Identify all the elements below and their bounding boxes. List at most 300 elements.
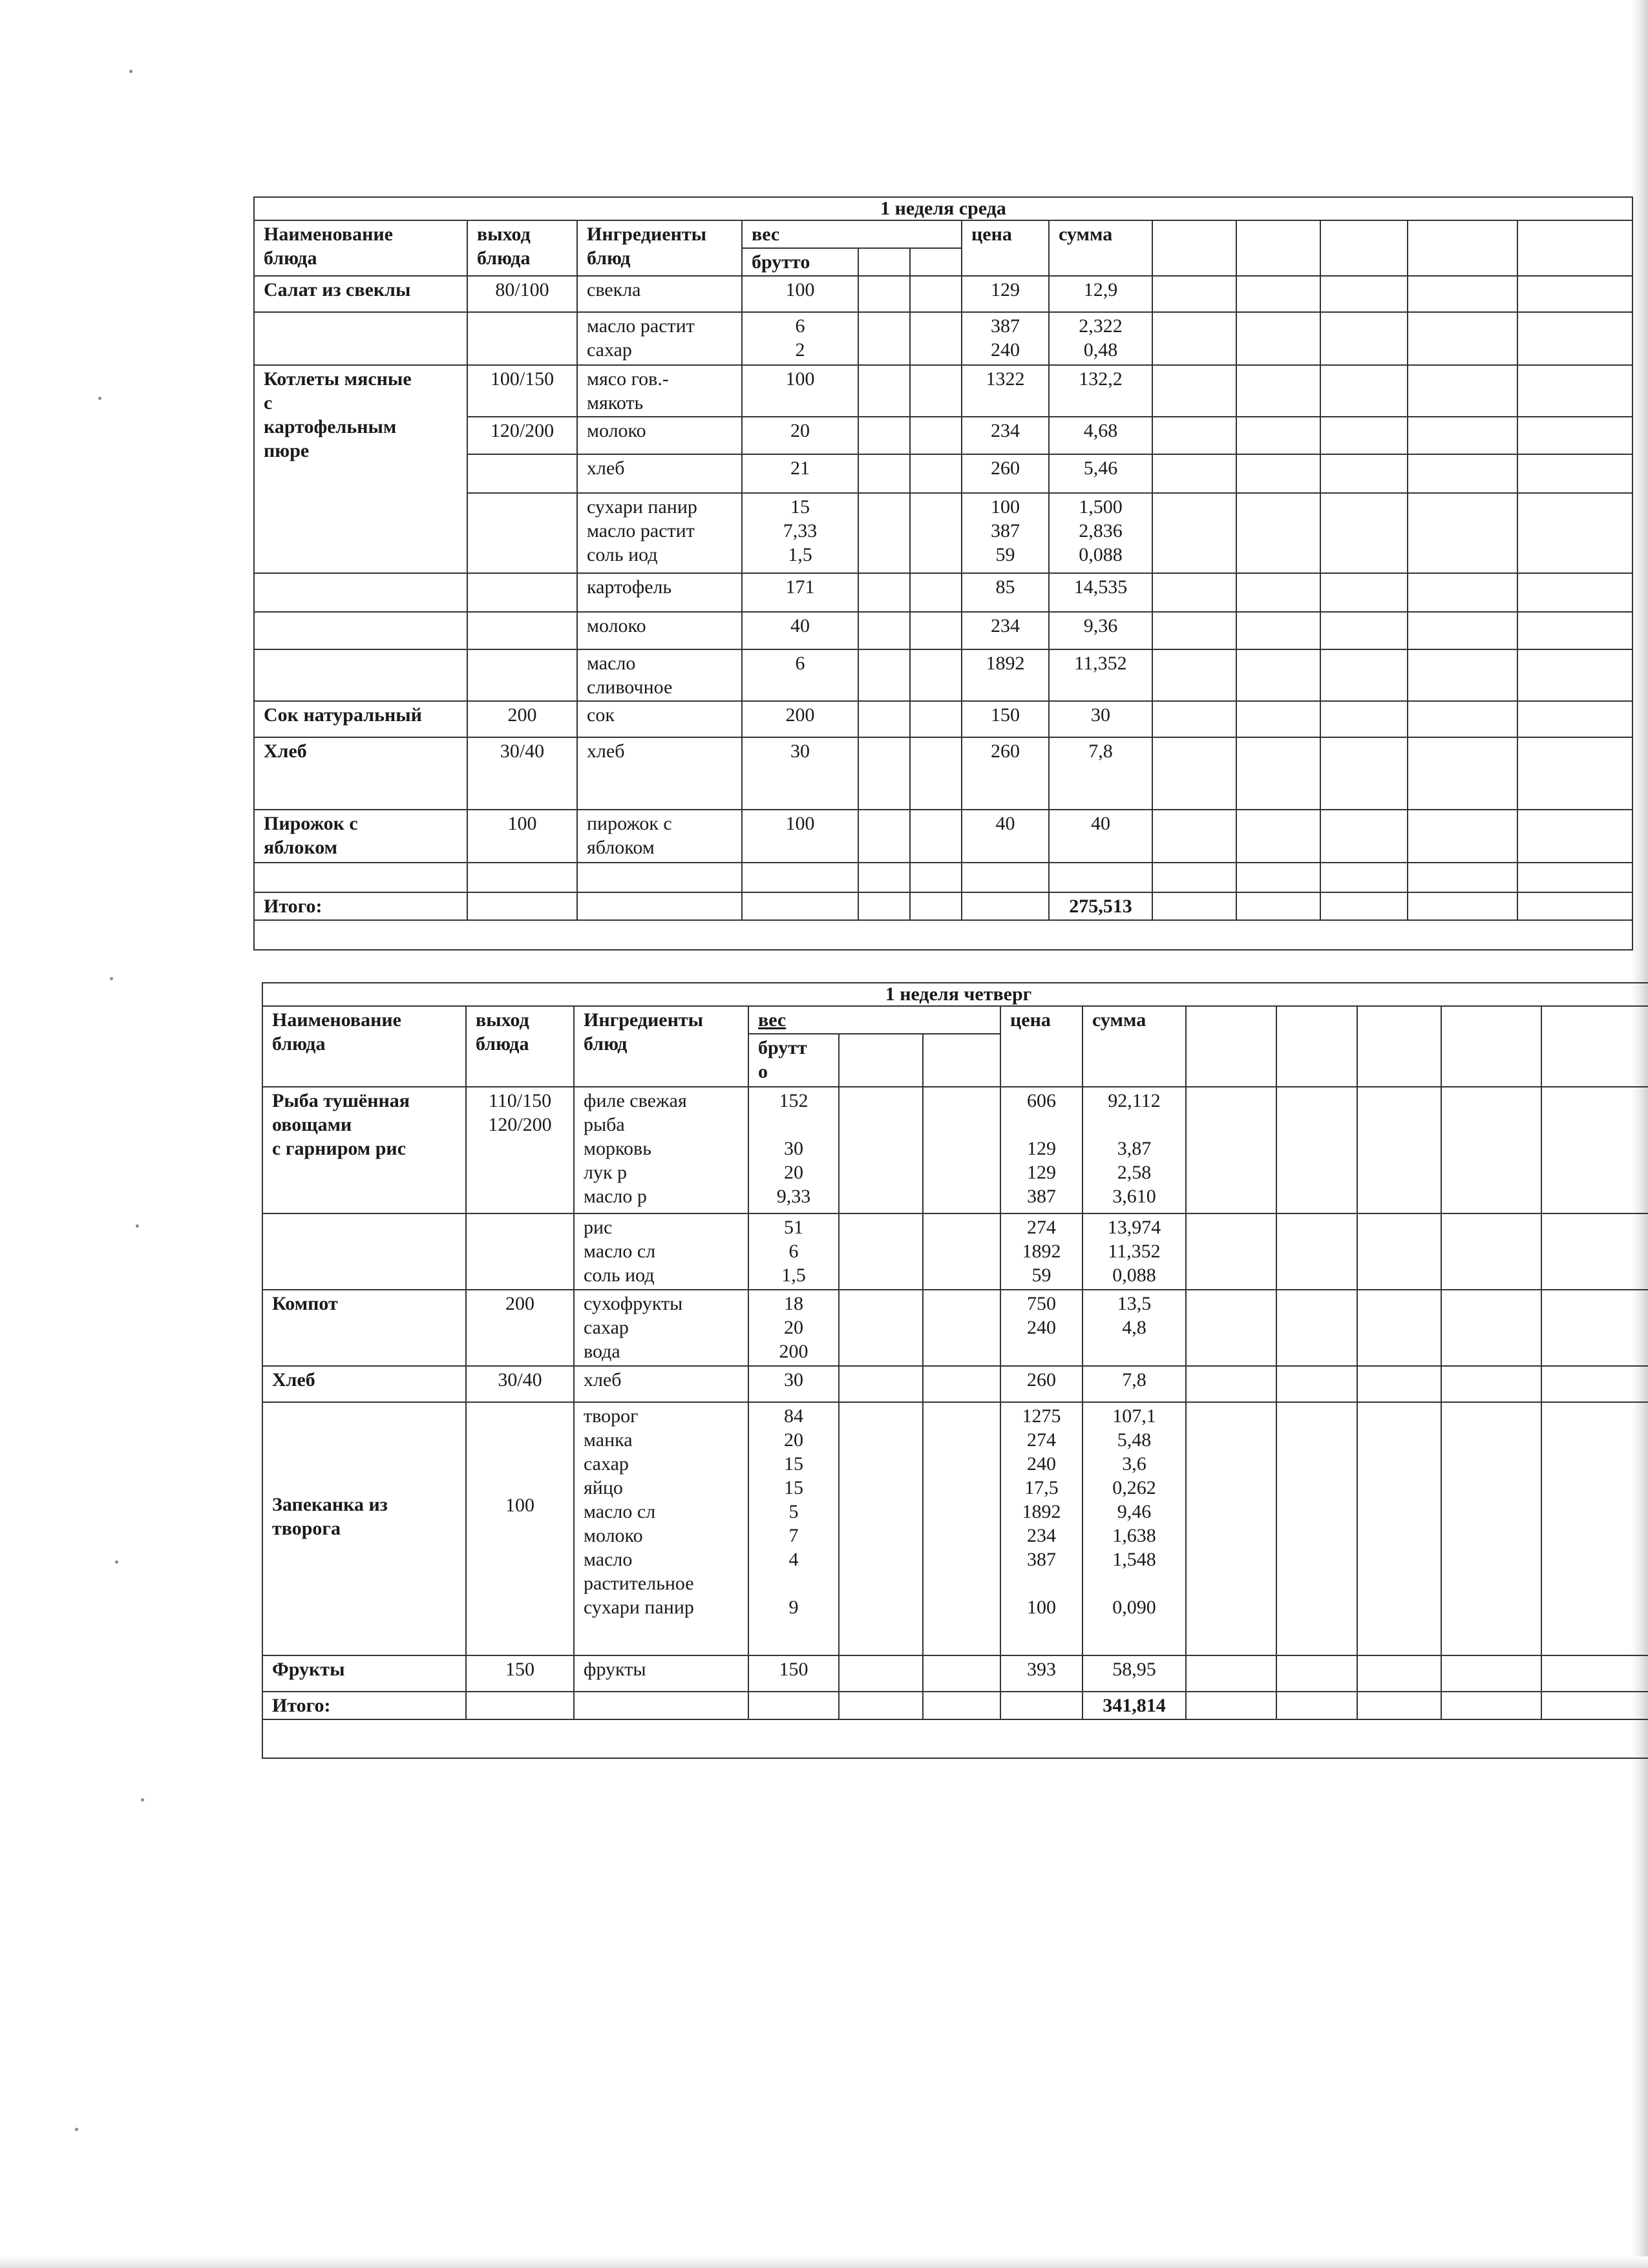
ingredient-sum: 13,974 11,352 0,088 xyxy=(1083,1213,1186,1290)
empty-cell xyxy=(1236,312,1320,365)
empty-cell xyxy=(910,810,962,863)
ingredient-price: 260 xyxy=(962,454,1049,493)
empty-cell xyxy=(923,1402,1000,1655)
empty-cell xyxy=(1186,1006,1276,1087)
empty-cell xyxy=(1152,863,1236,892)
table-row xyxy=(254,863,1632,892)
table-row xyxy=(262,1402,1648,1655)
ingredient-name: творог манка сахар яйцо масло сл молоко масло растительное сухари панир xyxy=(574,1402,748,1655)
empty-cell xyxy=(1276,1402,1357,1655)
header-gross: брутто xyxy=(742,248,858,276)
dish-yield xyxy=(467,612,577,649)
ingredient-name: масло растит сахар xyxy=(577,312,742,365)
dish-yield xyxy=(467,312,577,365)
empty-cell xyxy=(858,493,910,573)
empty-cell xyxy=(1236,220,1320,276)
ingredient-price: 40 xyxy=(962,810,1049,863)
empty-cell xyxy=(839,1366,923,1402)
dish-yield xyxy=(467,649,577,701)
table-row xyxy=(262,1087,1648,1213)
ingredient-name: рис масло сл соль иод xyxy=(574,1213,748,1290)
empty-cell xyxy=(1517,365,1632,417)
empty-cell xyxy=(1441,1006,1541,1087)
ingredient-name: молоко xyxy=(577,612,742,649)
dish-yield: 80/100 xyxy=(467,276,577,312)
empty-cell xyxy=(1236,649,1320,701)
empty-cell xyxy=(1186,1366,1276,1402)
empty-cell xyxy=(1517,312,1632,365)
empty-cell xyxy=(923,1655,1000,1692)
empty-cell xyxy=(1236,892,1320,920)
empty-cell xyxy=(923,1366,1000,1402)
empty-cell xyxy=(1517,863,1632,892)
ingredient-price: 150 xyxy=(962,701,1049,737)
empty-cell xyxy=(858,573,910,612)
table-row xyxy=(262,1290,1648,1366)
empty-cell xyxy=(910,312,962,365)
dish-name: Сок натуральный xyxy=(254,701,467,737)
empty-cell xyxy=(910,454,962,493)
ingredient-weight: 6 2 xyxy=(742,312,858,365)
ingredient-sum: 9,36 xyxy=(1049,612,1152,649)
ingredient-weight: 18 20 200 xyxy=(748,1290,839,1366)
ingredient-price: 1322 xyxy=(962,365,1049,417)
empty-cell xyxy=(1357,1655,1441,1692)
empty-cell xyxy=(467,892,577,920)
empty-cell xyxy=(1152,612,1236,649)
empty-cell xyxy=(467,863,577,892)
table-row xyxy=(254,649,1632,701)
empty-cell xyxy=(910,417,962,454)
ingredient-price: 129 xyxy=(962,276,1049,312)
empty-cell xyxy=(1276,1692,1357,1719)
ingredient-name: филе свежая рыба морковь лук р масло р xyxy=(574,1087,748,1213)
empty-cell xyxy=(262,1719,1648,1758)
empty-cell xyxy=(1152,701,1236,737)
empty-cell xyxy=(1320,220,1408,276)
dish-yield: 110/150 120/200 xyxy=(466,1087,574,1213)
empty-cell xyxy=(1236,493,1320,573)
ingredient-name: хлеб xyxy=(577,454,742,493)
table-row xyxy=(254,920,1632,950)
empty-cell xyxy=(1517,810,1632,863)
dish-yield: 30/40 xyxy=(467,737,577,810)
ingredient-name: свекла xyxy=(577,276,742,312)
empty-cell xyxy=(1408,612,1517,649)
empty-cell xyxy=(1320,892,1408,920)
empty-cell xyxy=(1541,1692,1648,1719)
dish-name xyxy=(254,612,467,649)
ingredient-name: хлеб xyxy=(574,1366,748,1402)
header-price: цена xyxy=(1000,1006,1083,1087)
table-row xyxy=(254,312,1632,365)
empty-cell xyxy=(742,892,858,920)
empty-cell xyxy=(839,1213,923,1290)
table-row xyxy=(254,737,1632,810)
empty-cell xyxy=(1357,1366,1441,1402)
empty-cell xyxy=(858,737,910,810)
empty-cell xyxy=(910,701,962,737)
total-label: Итого: xyxy=(262,1692,466,1719)
header-ingredients: Ингредиенты блюд xyxy=(577,220,742,276)
empty-cell xyxy=(923,1087,1000,1213)
ingredient-sum: 30 xyxy=(1049,701,1152,737)
menu-table-wednesday xyxy=(253,196,1633,950)
empty-cell xyxy=(1320,454,1408,493)
empty-cell xyxy=(839,1692,923,1719)
empty-cell xyxy=(1236,863,1320,892)
ingredient-weight: 15 7,33 1,5 xyxy=(742,493,858,573)
table-row xyxy=(254,612,1632,649)
ingredient-name: фрукты xyxy=(574,1655,748,1692)
empty-cell xyxy=(466,1692,574,1719)
empty-cell xyxy=(1236,365,1320,417)
ingredient-name: пирожок с яблоком xyxy=(577,810,742,863)
empty-cell xyxy=(839,1655,923,1692)
ingredient-weight: 100 xyxy=(742,810,858,863)
ingredient-sum: 4,68 xyxy=(1049,417,1152,454)
header-dish: Наименование блюда xyxy=(262,1006,466,1087)
empty-cell xyxy=(1320,863,1408,892)
table-row xyxy=(262,1719,1648,1758)
empty-cell xyxy=(923,1213,1000,1290)
empty-cell xyxy=(962,892,1049,920)
scan-speck xyxy=(141,1798,144,1801)
dish-yield xyxy=(467,454,577,493)
ingredient-sum: 11,352 xyxy=(1049,649,1152,701)
empty-cell xyxy=(1517,892,1632,920)
empty-cell xyxy=(1408,863,1517,892)
ingredient-price: 85 xyxy=(962,573,1049,612)
ingredient-weight: 30 xyxy=(742,737,858,810)
empty-cell xyxy=(858,892,910,920)
dish-yield: 100/150 xyxy=(467,365,577,417)
empty-cell xyxy=(1517,649,1632,701)
empty-cell xyxy=(1441,1366,1541,1402)
empty-cell xyxy=(748,1692,839,1719)
empty-cell xyxy=(1517,612,1632,649)
header-sum: сумма xyxy=(1049,220,1152,276)
empty-cell xyxy=(1152,810,1236,863)
header-weight: вес xyxy=(742,220,962,248)
scan-speck xyxy=(75,2128,78,2131)
empty-cell xyxy=(1152,493,1236,573)
header-price: цена xyxy=(962,220,1049,276)
empty-cell xyxy=(839,1034,923,1087)
scan-speck xyxy=(115,1560,118,1564)
empty-cell xyxy=(1541,1006,1648,1087)
empty-cell xyxy=(910,573,962,612)
empty-cell xyxy=(1152,417,1236,454)
empty-cell xyxy=(577,863,742,892)
empty-cell xyxy=(858,365,910,417)
ingredient-weight: 100 xyxy=(742,365,858,417)
ingredient-price: 1275 274 240 17,5 1892 234 387 100 xyxy=(1000,1402,1083,1655)
empty-cell xyxy=(1320,701,1408,737)
empty-cell xyxy=(1320,612,1408,649)
empty-cell xyxy=(1320,276,1408,312)
dish-yield: 200 xyxy=(467,701,577,737)
scan-speck xyxy=(98,397,101,400)
ingredient-weight: 171 xyxy=(742,573,858,612)
dish-name xyxy=(262,1213,466,1290)
empty-cell xyxy=(1236,417,1320,454)
ingredient-weight: 152 30 20 9,33 xyxy=(748,1087,839,1213)
dish-yield: 100 xyxy=(467,810,577,863)
empty-cell xyxy=(923,1034,1000,1087)
ingredient-sum: 2,322 0,48 xyxy=(1049,312,1152,365)
dish-name: Пирожок с яблоком xyxy=(254,810,467,863)
ingredient-weight: 150 xyxy=(748,1655,839,1692)
empty-cell xyxy=(1357,1290,1441,1366)
ingredient-weight: 30 xyxy=(748,1366,839,1402)
empty-cell xyxy=(1320,493,1408,573)
table-row xyxy=(254,276,1632,312)
dish-name: Хлеб xyxy=(262,1366,466,1402)
empty-cell xyxy=(1320,312,1408,365)
dish-yield: 30/40 xyxy=(466,1366,574,1402)
dish-name: Салат из свеклы xyxy=(254,276,467,312)
empty-cell xyxy=(1320,649,1408,701)
empty-cell xyxy=(1517,454,1632,493)
ingredient-price: 234 xyxy=(962,612,1049,649)
empty-cell xyxy=(910,365,962,417)
ingredient-price: 750 240 xyxy=(1000,1290,1083,1366)
empty-cell xyxy=(1408,892,1517,920)
empty-cell xyxy=(1357,1692,1441,1719)
empty-cell xyxy=(1236,737,1320,810)
empty-cell xyxy=(1236,701,1320,737)
empty-cell xyxy=(1186,1087,1276,1213)
empty-cell xyxy=(1541,1087,1648,1213)
header-yield: выход блюда xyxy=(467,220,577,276)
header-ingredients: Ингредиенты блюд xyxy=(574,1006,748,1087)
empty-cell xyxy=(858,863,910,892)
table-row xyxy=(254,573,1632,612)
empty-cell xyxy=(1357,1402,1441,1655)
empty-cell xyxy=(1408,701,1517,737)
empty-cell xyxy=(1276,1006,1357,1087)
empty-cell xyxy=(962,863,1049,892)
dish-yield: 100 xyxy=(466,1402,574,1655)
ingredient-sum: 1,500 2,836 0,088 xyxy=(1049,493,1152,573)
empty-cell xyxy=(910,737,962,810)
empty-cell xyxy=(254,920,1632,950)
empty-cell xyxy=(1357,1087,1441,1213)
empty-cell xyxy=(1152,276,1236,312)
dish-name: Фрукты xyxy=(262,1655,466,1692)
ingredient-weight: 100 xyxy=(742,276,858,312)
empty-cell xyxy=(1152,649,1236,701)
dish-name: Хлеб xyxy=(254,737,467,810)
dish-name xyxy=(254,573,467,612)
empty-cell xyxy=(910,863,962,892)
empty-cell xyxy=(1408,276,1517,312)
ingredient-weight: 84 20 15 15 5 7 4 9 xyxy=(748,1402,839,1655)
empty-cell xyxy=(839,1290,923,1366)
empty-cell xyxy=(1320,737,1408,810)
table-row xyxy=(254,810,1632,863)
ingredient-weight: 51 6 1,5 xyxy=(748,1213,839,1290)
empty-cell xyxy=(1152,454,1236,493)
ingredient-sum: 92,112 3,87 2,58 3,610 xyxy=(1083,1087,1186,1213)
empty-cell xyxy=(858,276,910,312)
ingredient-price: 606 129 129 387 xyxy=(1000,1087,1083,1213)
empty-cell xyxy=(1541,1655,1648,1692)
empty-cell xyxy=(1186,1402,1276,1655)
empty-cell xyxy=(1320,417,1408,454)
dish-name xyxy=(254,312,467,365)
empty-cell xyxy=(1276,1213,1357,1290)
empty-cell xyxy=(742,863,858,892)
empty-cell xyxy=(1408,454,1517,493)
empty-cell xyxy=(1152,573,1236,612)
empty-cell xyxy=(910,612,962,649)
empty-cell xyxy=(1408,737,1517,810)
empty-cell xyxy=(1320,365,1408,417)
empty-cell xyxy=(1541,1402,1648,1655)
ingredient-sum: 14,535 xyxy=(1049,573,1152,612)
ingredient-price: 260 xyxy=(1000,1366,1083,1402)
scan-edge-bottom xyxy=(0,2256,1648,2268)
ingredient-price: 1892 xyxy=(962,649,1049,701)
empty-cell xyxy=(1441,1402,1541,1655)
empty-cell xyxy=(574,1692,748,1719)
empty-cell xyxy=(839,1087,923,1213)
table-row xyxy=(254,701,1632,737)
empty-cell xyxy=(1408,417,1517,454)
empty-cell xyxy=(1441,1692,1541,1719)
total-value: 275,513 xyxy=(1049,892,1152,920)
dish-yield: 120/200 xyxy=(467,417,577,454)
empty-cell xyxy=(1152,312,1236,365)
empty-cell xyxy=(1236,276,1320,312)
ingredient-weight: 21 xyxy=(742,454,858,493)
empty-cell xyxy=(910,248,962,276)
empty-cell xyxy=(858,417,910,454)
dish-yield xyxy=(466,1213,574,1290)
ingredient-name: мясо гов.- мякоть xyxy=(577,365,742,417)
ingredient-weight: 20 xyxy=(742,417,858,454)
empty-cell xyxy=(1441,1290,1541,1366)
empty-cell xyxy=(1152,365,1236,417)
empty-cell xyxy=(1441,1087,1541,1213)
ingredient-sum: 5,46 xyxy=(1049,454,1152,493)
empty-cell xyxy=(910,276,962,312)
empty-cell xyxy=(1541,1366,1648,1402)
ingredient-sum: 40 xyxy=(1049,810,1152,863)
ingredient-sum: 13,5 4,8 xyxy=(1083,1290,1186,1366)
scan-speck xyxy=(136,1224,139,1228)
total-label: Итого: xyxy=(254,892,467,920)
empty-cell xyxy=(1236,454,1320,493)
empty-cell xyxy=(1517,417,1632,454)
ingredient-sum: 107,1 5,48 3,6 0,262 9,46 1,638 1,548 0,090 xyxy=(1083,1402,1186,1655)
total-row xyxy=(262,1692,1648,1719)
empty-cell xyxy=(923,1692,1000,1719)
ingredient-price: 393 xyxy=(1000,1655,1083,1692)
empty-cell xyxy=(910,892,962,920)
ingredient-price: 234 xyxy=(962,417,1049,454)
empty-cell xyxy=(858,701,910,737)
empty-cell xyxy=(1276,1366,1357,1402)
empty-cell xyxy=(1517,276,1632,312)
empty-cell xyxy=(1408,220,1517,276)
ingredient-sum: 132,2 xyxy=(1049,365,1152,417)
total-value: 341,814 xyxy=(1083,1692,1186,1719)
ingredient-weight: 6 xyxy=(742,649,858,701)
empty-cell xyxy=(923,1290,1000,1366)
empty-cell xyxy=(1541,1290,1648,1366)
header-weight: вес xyxy=(748,1006,1000,1034)
scan-speck xyxy=(110,977,113,980)
empty-cell xyxy=(839,1402,923,1655)
ingredient-weight: 200 xyxy=(742,701,858,737)
ingredient-price: 387 240 xyxy=(962,312,1049,365)
empty-cell xyxy=(1049,863,1152,892)
empty-cell xyxy=(1408,365,1517,417)
ingredient-name: хлеб xyxy=(577,737,742,810)
dish-name: Компот xyxy=(262,1290,466,1366)
empty-cell xyxy=(858,454,910,493)
total-row xyxy=(254,892,1632,920)
empty-cell xyxy=(577,892,742,920)
ingredient-name: сухофрукты сахар вода xyxy=(574,1290,748,1366)
empty-cell xyxy=(1000,1692,1083,1719)
ingredient-sum: 58,95 xyxy=(1083,1655,1186,1692)
empty-cell xyxy=(910,493,962,573)
empty-cell xyxy=(910,649,962,701)
empty-cell xyxy=(1517,737,1632,810)
menu-table-thursday xyxy=(262,982,1648,1759)
ingredient-sum: 12,9 xyxy=(1049,276,1152,312)
dish-name: Рыба тушённая овощами с гарниром рис xyxy=(262,1087,466,1213)
empty-cell xyxy=(1236,573,1320,612)
empty-cell xyxy=(858,810,910,863)
empty-cell xyxy=(1320,810,1408,863)
empty-cell xyxy=(1357,1213,1441,1290)
table-title: 1 неделя среда xyxy=(254,197,1632,220)
ingredient-price: 100 387 59 xyxy=(962,493,1049,573)
ingredient-weight: 40 xyxy=(742,612,858,649)
table-row xyxy=(254,365,1632,417)
ingredient-name: масло сливочное xyxy=(577,649,742,701)
empty-cell xyxy=(1441,1213,1541,1290)
dish-yield: 150 xyxy=(466,1655,574,1692)
empty-cell xyxy=(1320,573,1408,612)
empty-cell xyxy=(1186,1655,1276,1692)
empty-cell xyxy=(1517,701,1632,737)
empty-cell xyxy=(1186,1692,1276,1719)
ingredient-sum: 7,8 xyxy=(1049,737,1152,810)
empty-cell xyxy=(1517,220,1632,276)
empty-cell xyxy=(1408,810,1517,863)
empty-cell xyxy=(1152,220,1236,276)
ingredient-sum: 7,8 xyxy=(1083,1366,1186,1402)
table-row xyxy=(262,1366,1648,1402)
dish-name: Котлеты мясные с картофельным пюре xyxy=(254,365,467,573)
ingredient-name: картофель xyxy=(577,573,742,612)
header-sum: сумма xyxy=(1083,1006,1186,1087)
empty-cell xyxy=(1276,1655,1357,1692)
empty-cell xyxy=(1517,493,1632,573)
ingredient-name: молоко xyxy=(577,417,742,454)
ingredient-name: сухари панир масло растит соль иод xyxy=(577,493,742,573)
empty-cell xyxy=(1408,493,1517,573)
empty-cell xyxy=(1152,737,1236,810)
table-row xyxy=(262,1213,1648,1290)
dish-yield: 200 xyxy=(466,1290,574,1366)
